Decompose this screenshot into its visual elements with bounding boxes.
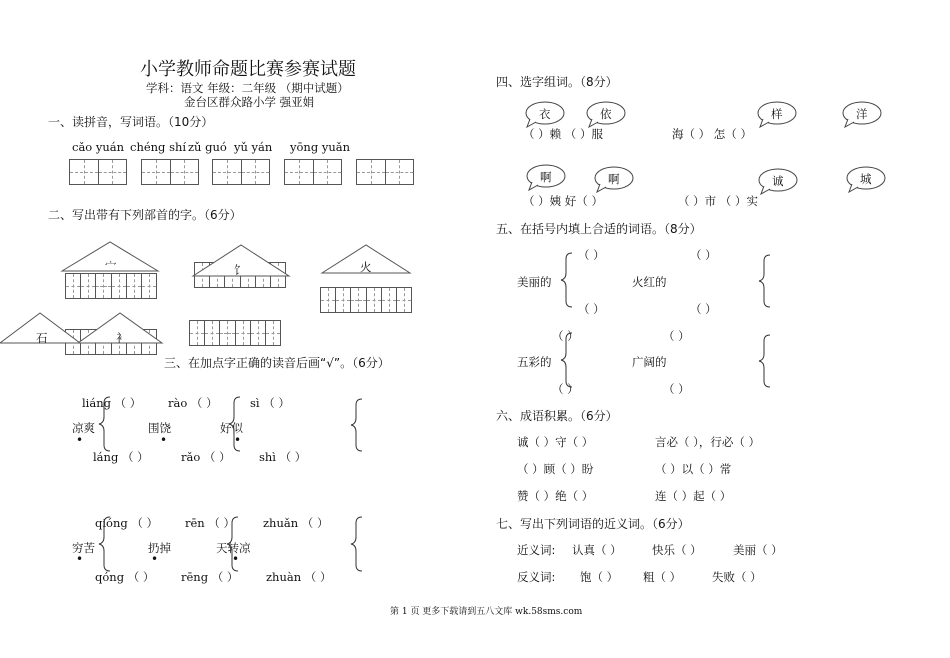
bubble-char-8: 城 — [860, 172, 872, 186]
idiom-6: 连（ ）起（ ） — [655, 489, 732, 503]
g2-top-2: rēn （ ） — [185, 516, 236, 530]
emphasis-dot: • — [160, 433, 168, 447]
section-1-heading: 一、读拼音，写词语。（10分） — [48, 115, 214, 129]
g1-word-3: 好似 — [220, 421, 243, 435]
g1-top-2: rào （ ） — [168, 396, 218, 410]
s5-blank[interactable]: （ ） — [663, 382, 690, 396]
section-3-heading: 三、在加点字正确的读音后画“√”。（6分） — [164, 356, 390, 370]
s5-word-4: 广阔的 — [632, 355, 667, 369]
s5-blank[interactable]: （ ） — [578, 302, 605, 316]
section-2-heading: 二、写出带有下列部首的字。（6分） — [48, 208, 242, 222]
s4-row2-left: （ ）姨 好（ ） — [523, 194, 603, 208]
synonym-label: 近义词: — [517, 543, 556, 557]
g2-word-2: 扔掉 — [148, 541, 171, 555]
g1-bottom-1: láng （ ） — [93, 450, 149, 464]
idiom-1: 诚（ ）守（ ） — [517, 435, 594, 449]
synonym-3: 美丽（ ） — [733, 543, 783, 557]
g2-bottom-2: rēng （ ） — [181, 570, 239, 584]
g2-bottom-1: qóng （ ） — [95, 570, 155, 584]
radical-fire: 火 — [360, 260, 372, 274]
s4-row2-right: （ ）市 （ ）实 — [678, 194, 758, 208]
section-5-heading: 五、在括号内填上合适的词语。（8分） — [496, 222, 702, 236]
g1-bottom-3: shì （ ） — [259, 450, 307, 464]
radical-food: 饣 — [234, 263, 246, 277]
antonym-2: 粗（ ） — [643, 570, 682, 584]
page-title: 小学教师命题比赛参赛试题 — [140, 59, 356, 80]
g2-top-3: zhuǎn （ ） — [263, 516, 329, 530]
idiom-3: （ ）顾（ ）盼 — [517, 462, 594, 476]
g2-top-1: qióng （ ） — [95, 516, 159, 530]
g1-word-2: 围饶 — [148, 421, 171, 435]
g1-top-1: liáng （ ） — [82, 396, 142, 410]
pinyin-3: zǔ guó — [188, 140, 227, 154]
bubble-char-2: 依 — [600, 107, 612, 121]
antonym-3: 失败（ ） — [712, 570, 762, 584]
antonym-1: 饱（ ） — [580, 570, 619, 584]
s5-blank[interactable]: （ ） — [552, 329, 579, 343]
bubble-char-5: 啊 — [540, 170, 552, 184]
emphasis-dot: • — [76, 552, 84, 566]
g1-top-3: sì （ ） — [250, 396, 290, 410]
g1-bottom-2: rǎo （ ） — [181, 450, 231, 464]
s4-row1-left: （ ）赖 （ ）服 — [523, 127, 603, 141]
pinyin-5: yōng yuǎn — [290, 140, 351, 154]
section-6-heading: 六、成语积累。（6分） — [496, 409, 618, 423]
g2-bottom-3: zhuàn （ ） — [266, 570, 332, 584]
g1-word-1: 凉爽 — [72, 421, 95, 435]
section-4-heading: 四、选字组词。（8分） — [496, 75, 618, 89]
pinyin-2: chéng shí — [130, 140, 187, 154]
g2-word-3: 天转凉 — [216, 541, 251, 555]
idiom-5: 赞（ ）绝（ ） — [517, 489, 594, 503]
s5-blank[interactable]: （ ） — [663, 329, 690, 343]
radical-stone: 石 — [36, 331, 48, 345]
emphasis-dot: • — [232, 552, 240, 566]
bubble-char-6: 啊 — [608, 172, 620, 186]
bubble-char-4: 洋 — [856, 107, 868, 121]
s5-word-2: 火红的 — [632, 275, 667, 289]
emphasis-dot: • — [76, 433, 84, 447]
synonym-2: 快乐（ ） — [652, 543, 702, 557]
idiom-4: （ ）以（ ）常 — [655, 462, 732, 476]
bubble-char-3: 样 — [771, 107, 783, 121]
pinyin-4: yǔ yán — [234, 140, 273, 154]
author-line: 金台区群众路小学 强亚娟 — [184, 95, 315, 109]
subject-line: 学科：语文 年级：二年级 （期中试题） — [146, 81, 349, 95]
synonym-1: 认真（ ） — [572, 543, 622, 557]
s5-word-1: 美丽的 — [517, 275, 552, 289]
s5-blank[interactable]: （ ） — [690, 248, 717, 262]
s4-row1-right: 海（ ） 怎（ ） — [672, 127, 752, 141]
bubble-char-7: 诚 — [772, 174, 784, 188]
emphasis-dot: • — [234, 433, 242, 447]
s5-blank[interactable]: （ ） — [552, 382, 579, 396]
bubble-char-1: 衣 — [539, 107, 551, 121]
s5-word-3: 五彩的 — [517, 355, 552, 369]
pinyin-1: cǎo yuán — [72, 140, 125, 154]
s5-blank[interactable]: （ ） — [578, 248, 605, 262]
antonym-label: 反义词: — [517, 570, 556, 584]
s5-blank[interactable]: （ ） — [690, 302, 717, 316]
radical-clothing: 衤 — [116, 331, 128, 345]
radical-roof: 宀 — [105, 259, 117, 273]
section-7-heading: 七、写出下列词语的近义词。（6分） — [496, 517, 690, 531]
idiom-2: 言必（ ），行必（ ） — [655, 435, 761, 449]
page-footer: 第 1 页 更多下载请到五八文库 wk.58sms.com — [390, 607, 583, 617]
g2-word-1: 穷苦 — [72, 541, 95, 555]
emphasis-dot: • — [151, 552, 159, 566]
